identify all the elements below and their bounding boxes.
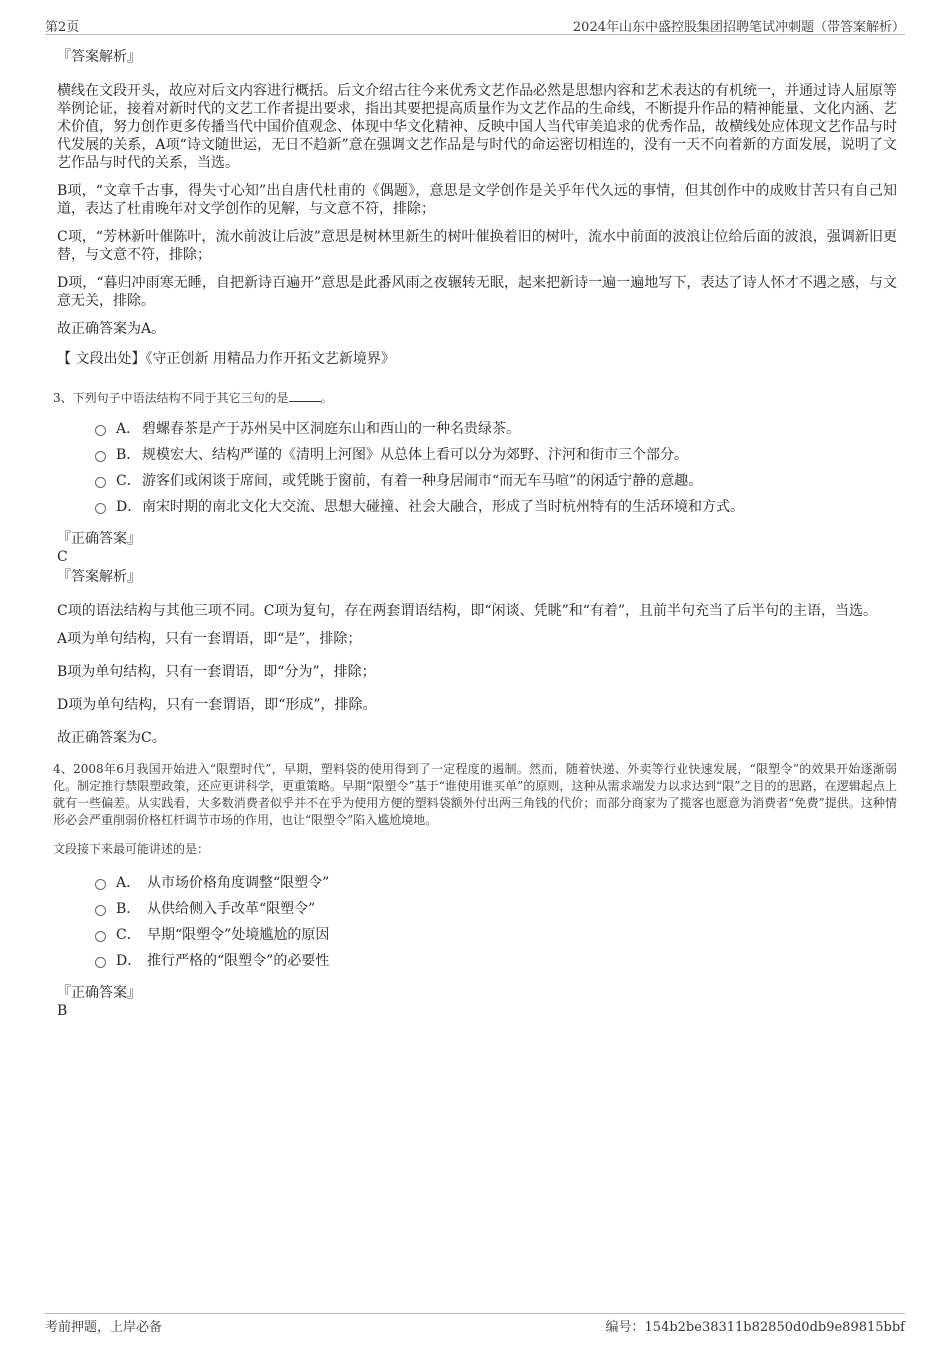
answer-blank — [289, 390, 321, 402]
document-serial: 编号：154b2be38311b82850d0db9e89815bbf — [605, 1320, 905, 1335]
q4-answer-label: 『正确答案』 — [57, 985, 141, 1001]
q4-answer: B — [57, 1003, 68, 1019]
q4-option-b[interactable]: B． 从供给侧入手改革“限塑令” — [95, 900, 897, 926]
q2-analysis-paragraph: D项，“暮归冲雨寒无睡，自把新诗百遍开”意思是此番风雨之夜辗转无眠，起来把新诗一遍一遍地写下，表达了诗人怀才不遇之感，与文意无关，排除。 — [57, 275, 897, 309]
q3-analysis-paragraph: B项为单句结构，只有一套谓语，即“分为”，排除； — [57, 664, 376, 680]
document-title: 2024年山东中盛控股集团招聘笔试冲刺题（带答案解析） — [572, 20, 905, 35]
radio-icon[interactable] — [95, 425, 106, 436]
q3-analysis-paragraph: A项为单句结构，只有一套谓语，即“是”，排除； — [57, 631, 362, 647]
q3-options — [95, 420, 897, 524]
q4-option-c[interactable]: C． 早期“限塑令”处境尴尬的原因 — [95, 926, 897, 952]
radio-icon[interactable] — [95, 957, 106, 968]
page-number: 第2页 — [45, 20, 80, 35]
q3-analysis-paragraph: D项为单句结构，只有一套谓语，即“形成”，排除。 — [57, 697, 377, 713]
radio-icon[interactable] — [95, 477, 106, 488]
q4-prompt: 文段接下来最可能讲述的是： — [53, 842, 210, 856]
q3-answer: C — [57, 549, 68, 565]
page-content — [53, 48, 897, 1022]
radio-icon[interactable] — [95, 451, 106, 462]
q3-stem: 3、下列句子中语法结构不同于其它三句的是 。 — [53, 391, 333, 405]
q3-option-b[interactable]: B． 规模宏大、结构严谨的《清明上河图》从总体上看可以分为郊野、汴河和街市三个部分。 — [95, 446, 897, 472]
q3-conclusion: 故正确答案为C。 — [57, 730, 166, 746]
q2-analysis-paragraph: C项，“芳林新叶催陈叶，流水前波让后波”意思是树林里新生的树叶催换着旧的树叶，流水中前面的波浪让位给后面的波浪，强调新旧更替，与文意不符，排除； — [57, 229, 897, 263]
radio-icon[interactable] — [95, 503, 106, 514]
q4-option-a[interactable]: A． 从市场价格角度调整“限塑令” — [95, 874, 897, 900]
radio-icon[interactable] — [95, 931, 106, 942]
q3-analysis-label: 『答案解析』 — [57, 569, 141, 585]
q3-option-d[interactable]: D． 南宋时期的南北文化大交流、思想大碰撞、社会大融合，形成了当时杭州特有的生活环境和方式。 — [95, 498, 897, 524]
q3-option-a[interactable]: A． 碧螺春茶是产于苏州吴中区洞庭东山和西山的一种名贵绿茶。 — [95, 420, 897, 446]
q2-source: 【 文段出处】《守正创新 用精品力作开拓文艺新境界》 — [57, 351, 395, 367]
q3-option-c[interactable]: C． 游客们或闲谈于席间，或凭眺于窗前，有着一种身居闹市“而无车马喧”的闲适宁静的意趣。 — [95, 472, 897, 498]
q2-conclusion: 故正确答案为A。 — [57, 321, 166, 337]
q3-answer-label: 『正确答案』 — [57, 531, 141, 547]
q4-stem: 4、2008年6月我国开始进入“限塑时代”，早期，塑料袋的使用得到了一定程度的遏制。然而，随着快递、外卖等行业快速发展，“限塑令”的效果开始逐渐弱化。制定推行禁限塑政策，还应更讲科学，更重策略。早期“限塑令”基于“谁使用谁买单”的原则，这种从需求端发力以求达到“限”之目的的思路，在逻辑起点上就有一些偏差。从实践看，大多数消费者似乎并不在乎为使用方便的塑料袋额外付出两三角钱的代价；而部分商家为了揽客也愿意为消费者“免费”提供。这种情形必会严重削弱价格杠杆调节市场的作用，也让“限塑令”陷入尴尬境地。 — [53, 762, 897, 827]
page-footer — [45, 1313, 905, 1334]
radio-icon[interactable] — [95, 879, 106, 890]
q3-analysis-paragraph: C项的语法结构与其他三项不同。C项为复句，存在两套谓语结构，即“闲谈、凭眺”和“有着”，且前半句充当了后半句的主语，当选。 — [57, 603, 878, 619]
radio-icon[interactable] — [95, 905, 106, 916]
q2-analysis-paragraph: 横线在文段开头，故应对后文内容进行概括。后文介绍古往今来优秀文艺作品必然是思想内容和艺术表达的有机统一，并通过诗人屈原等举例论证，接着对新时代的文艺工作者提出要求，指出其要把提高质量作为文艺作品的生命线，不断提升作品的精神能量、文化内涵、艺术价值，努力创作更多传播当代中国价值观念、体现中华文化精神、反映中国人当代审美追求的优秀作品，故横线处应体现文艺作品与时代发展的关系，A项“诗文随世运，无日不趋新”意在强调文艺作品是与时代的命运密切相连的，没有一天不向着新的方面发展，说明了文艺作品与时代的关系，当选。 — [57, 83, 897, 171]
q2-analysis-label: 『答案解析』 — [57, 49, 141, 65]
q2-analysis-paragraph: B项，“文章千古事，得失寸心知”出自唐代杜甫的《偶题》，意思是文学创作是关乎年代久远的事情，但其创作中的成败甘苦只有自己知道，表达了杜甫晚年对文学创作的见解，与文意不符，排除； — [57, 183, 897, 217]
footer-slogan: 考前押题，上岸必备 — [45, 1320, 163, 1335]
q4-options — [95, 874, 897, 978]
q4-option-d[interactable]: D． 推行严格的“限塑令”的必要性 — [95, 952, 897, 978]
page-header — [45, 14, 905, 35]
